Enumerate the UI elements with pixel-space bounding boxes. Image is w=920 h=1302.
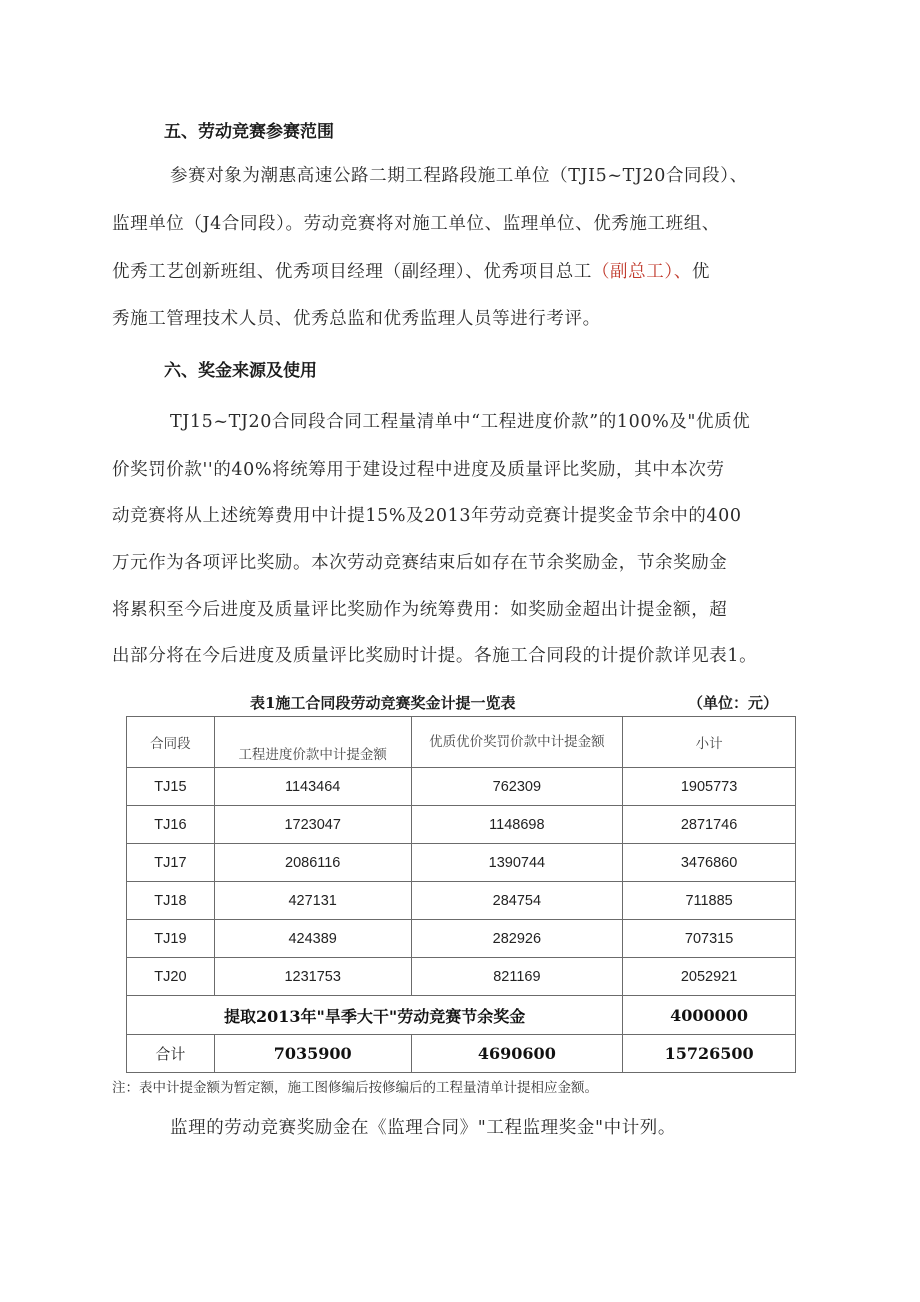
header-contract-section: 合同段 [127, 717, 215, 768]
cell-subtotal: 2871746 [623, 806, 796, 844]
table-unit: （单位：元） [688, 694, 779, 712]
cell-quality: 1148698 [411, 806, 623, 844]
cell-progress: 1723047 [214, 806, 411, 844]
section-5-line-2: 监理单位（J4合同段）。劳动竞赛将对施工单位、监理单位、优秀施工班组、 [112, 214, 720, 234]
section-5-heading: 五、劳动竞赛参赛范围 [164, 122, 334, 142]
cell-section: TJ15 [127, 768, 215, 806]
cell-progress: 427131 [214, 882, 411, 920]
cell-section: TJ17 [127, 844, 215, 882]
cell-subtotal: 711885 [623, 882, 796, 920]
table-extra-row [127, 996, 796, 1035]
cell-section: TJ18 [127, 882, 215, 920]
cell-quality: 762309 [411, 768, 623, 806]
cell-progress: 1231753 [214, 958, 411, 996]
table-row [127, 806, 796, 844]
section-6-line-6: 出部分将在今后进度及质量评比奖励时计提。各施工合同段的计提价款详见表1。 [112, 646, 758, 666]
section-5-line-3 [112, 258, 710, 283]
total-progress: 7035900 [214, 1035, 411, 1073]
cell-progress: 424389 [214, 920, 411, 958]
cell-subtotal: 707315 [623, 920, 796, 958]
section-6-line-5: 将累积至今后进度及质量评比奖励作为统筹费用：如奖励金超出计提金额，超 [112, 600, 728, 620]
extra-bonus-value: 4000000 [623, 996, 796, 1035]
cell-progress: 1143464 [214, 768, 411, 806]
total-quality: 4690600 [411, 1035, 623, 1073]
table-row [127, 920, 796, 958]
cell-subtotal: 1905773 [623, 768, 796, 806]
section-5-line-4: 秀施工管理技术人员、优秀总监和优秀监理人员等进行考评。 [112, 309, 601, 329]
table-note: 注：表中计提金额为暂定额，施工图修编后按修编后的工程量清单计提相应金额。 [112, 1080, 598, 1096]
extra-bonus-label: 提取2013年"旱季大干"劳动竞赛节余奖金 [127, 996, 623, 1035]
closing-paragraph: 监理的劳动竞赛奖励金在《监理合同》"工程监理奖金"中计列。 [170, 1118, 676, 1138]
table-caption: 表1施工合同段劳动竞赛奖金计提一览表 [250, 694, 516, 712]
highlighted-role-text: （副总工）、 [591, 262, 692, 282]
total-label: 合计 [127, 1035, 215, 1073]
header-progress-amount: 工程进度价款中计提金额 [214, 717, 411, 768]
cell-section: TJ19 [127, 920, 215, 958]
bonus-table [126, 716, 796, 1073]
cell-subtotal: 2052921 [623, 958, 796, 996]
section-6-line-2: 价奖罚价款''的40%将统筹用于建设过程中进度及质量评比奖励，其中本次劳 [112, 460, 725, 480]
table-header-row [127, 717, 796, 768]
table-row [127, 882, 796, 920]
header-subtotal: 小计 [623, 717, 796, 768]
cell-quality: 821169 [411, 958, 623, 996]
cell-quality: 284754 [411, 882, 623, 920]
cell-progress: 2086116 [214, 844, 411, 882]
header-quality-amount: 优质优价奖罚价款中计提金额 [411, 717, 623, 768]
total-subtotal: 15726500 [623, 1035, 796, 1073]
section-5-line-3-tail: 优 [691, 262, 710, 282]
section-6-line-1: TJ15~TJ20合同段合同工程量清单中“工程进度价款”的100%及"优质优 [170, 412, 751, 432]
cell-section: TJ20 [127, 958, 215, 996]
section-6-line-4: 万元作为各项评比奖励。本次劳动竞赛结束后如存在节余奖励金，节余奖励金 [112, 553, 728, 573]
section-6-heading: 六、奖金来源及使用 [164, 361, 317, 381]
section-6-line-3: 动竞赛将从上述统筹费用中计提15%及2013年劳动竞赛计提奖金节余中的400 [112, 506, 742, 526]
table-total-row [127, 1035, 796, 1073]
table-row [127, 768, 796, 806]
table-row [127, 958, 796, 996]
table-row [127, 844, 796, 882]
cell-subtotal: 3476860 [623, 844, 796, 882]
section-5-line-3-text: 优秀工艺创新班组、优秀项目经理（副经理）、优秀项目总工 [112, 262, 592, 282]
cell-section: TJ16 [127, 806, 215, 844]
cell-quality: 1390744 [411, 844, 623, 882]
section-5-line-1: 参赛对象为潮惠高速公路二期工程路段施工单位（TJI5~TJ20合同段）、 [170, 166, 748, 186]
cell-quality: 282926 [411, 920, 623, 958]
